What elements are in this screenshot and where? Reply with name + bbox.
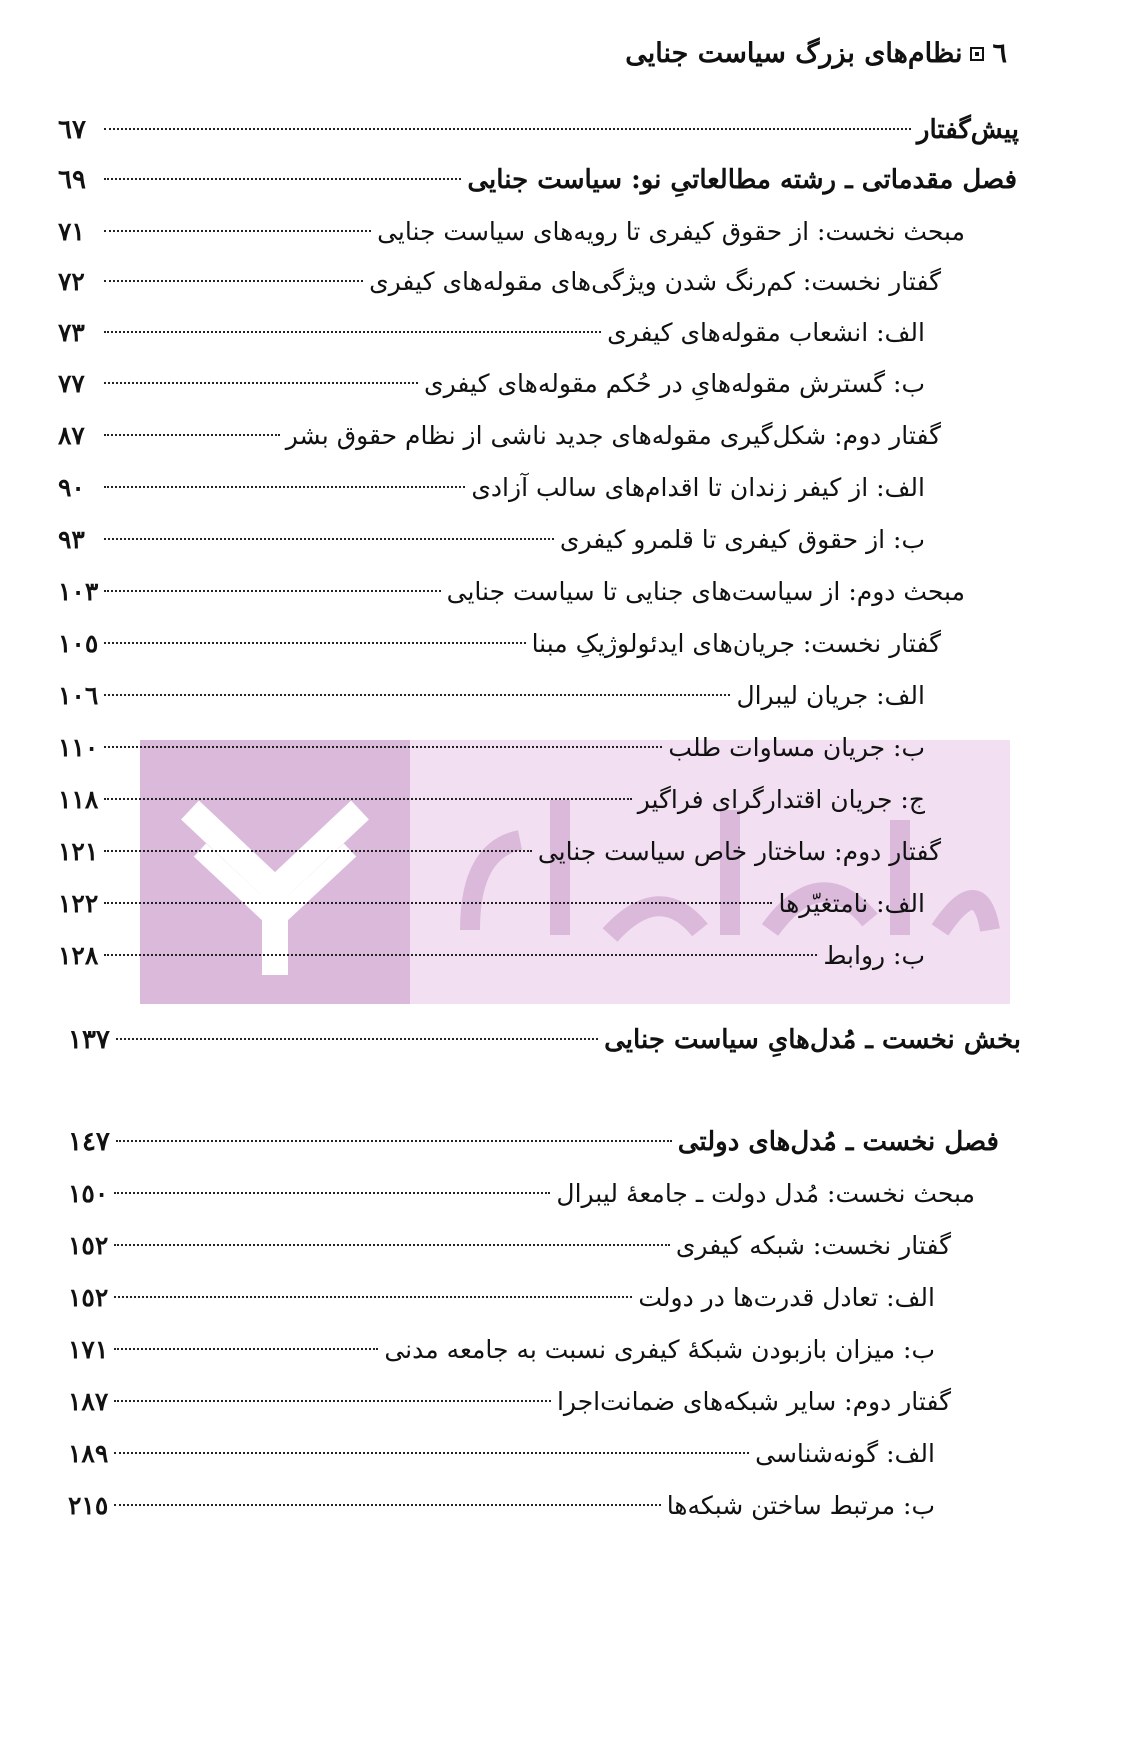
- toc-leader-dots: [114, 1192, 550, 1194]
- toc-entry-title: ب: جریان مساوات طلب: [668, 733, 925, 762]
- toc-entry-page: ٦٧: [58, 115, 86, 145]
- toc-entry-title: ب: از حقوق کیفری تا قلمرو کیفری: [559, 525, 925, 554]
- toc-entry-page: ٧١: [58, 217, 85, 246]
- page-header: [625, 38, 1007, 69]
- toc-leader-dots: [104, 434, 280, 436]
- toc-entry-title: فصل مقدماتی ـ رشته مطالعاتیِ نو: سیاست جنایی: [467, 165, 1017, 195]
- toc-entry-title: الف: گونه‌شناسی: [755, 1439, 935, 1468]
- toc-entry-page: ١٧١: [68, 1335, 109, 1364]
- book-title: نظام‌های بزرگ سیاست جنایی: [625, 38, 963, 69]
- toc-entry-title: ب: مرتبط ساختن شبکه‌ها: [666, 1491, 935, 1520]
- toc-leader-dots: [104, 850, 532, 852]
- toc-entry-page: ١٠٣: [58, 577, 99, 606]
- toc-leader-dots: [104, 538, 554, 540]
- toc-entry-title: گفتار نخست: جریان‌های ایدئولوژیکِ مبنا: [531, 629, 941, 658]
- toc-entry-title: الف: جریان لیبرال: [736, 681, 925, 710]
- toc-entry: [68, 1330, 935, 1370]
- toc-leader-dots: [104, 954, 817, 956]
- toc-leader-dots: [114, 1504, 660, 1506]
- toc-entry: [58, 262, 941, 302]
- toc-leader-dots: [114, 1244, 670, 1246]
- toc-entry-title: گفتار دوم: شکل‌گیری مقوله‌های جدید ناشی از نظام حقوق بشر: [285, 421, 941, 450]
- toc-entry: [68, 1122, 999, 1162]
- toc-entry-page: ٢١٥: [68, 1491, 109, 1520]
- toc-entry: [68, 1174, 975, 1214]
- toc-entry-page: ١٨٩: [68, 1439, 109, 1468]
- toc-entry: [58, 936, 925, 976]
- toc-entry-page: ١٥٠: [68, 1179, 109, 1208]
- toc-leader-dots: [104, 280, 363, 282]
- toc-entry: [58, 313, 925, 353]
- toc-entry-title: بخش نخست ـ مُدل‌هایِ سیاست جنایی: [604, 1025, 1021, 1055]
- toc-leader-dots: [104, 230, 371, 232]
- toc-entry-page: ١٥٢: [68, 1283, 109, 1312]
- toc-entry-title: ب: گسترش مقوله‌هایِ در حُکم مقوله‌های کیفری: [424, 369, 925, 398]
- toc-entry-page: ١٠٦: [58, 681, 99, 710]
- toc-entry-title: فصل نخست ـ مُدل‌های دولتی: [677, 1127, 999, 1157]
- toc-entry: [58, 160, 1017, 200]
- page-number: ٦: [992, 38, 1007, 69]
- toc-leader-dots: [104, 798, 631, 800]
- toc-entry-title: گفتار دوم: سایر شبکه‌های ضمانت‌اجرا: [556, 1387, 951, 1416]
- toc-entry-page: ٨٧: [58, 421, 85, 450]
- toc-entry: [68, 1486, 935, 1526]
- toc-entry: [58, 624, 941, 664]
- toc-entry: [58, 416, 941, 456]
- toc-leader-dots: [104, 331, 601, 333]
- toc-leader-dots: [104, 642, 525, 644]
- toc-entry: [58, 572, 965, 612]
- toc-entry-page: ١٤٧: [68, 1127, 110, 1157]
- toc-entry-title: الف: انشعاب مقوله‌های کیفری: [607, 318, 925, 347]
- toc-entry: [58, 780, 925, 820]
- toc-entry: [58, 212, 965, 252]
- toc-entry-title: الف: از کیفر زندان تا اقدام‌های سالب آزادی: [471, 473, 925, 502]
- toc-entry-page: ٧٢: [58, 267, 85, 296]
- toc-entry-title: گفتار نخست: کم‌رنگ شدن ویژگی‌های مقوله‌های کیفری: [369, 267, 941, 296]
- toc-entry: [68, 1020, 1021, 1060]
- square-bullet-icon: [970, 47, 984, 61]
- toc-entry-page: ١١٨: [58, 785, 99, 814]
- toc-entry-page: ١٨٧: [68, 1387, 109, 1416]
- toc-leader-dots: [104, 590, 440, 592]
- toc-entry-title: گفتار دوم: ساختار خاص سیاست جنایی: [537, 837, 941, 866]
- toc-entry-title: الف: تعادل قدرت‌ها در دولت: [638, 1283, 935, 1312]
- toc-entry-page: ١٠٥: [58, 629, 99, 658]
- toc-leader-dots: [104, 128, 911, 130]
- toc-leader-dots: [104, 902, 772, 904]
- toc-entry-title: ب: روابط: [823, 941, 925, 970]
- toc-leader-dots: [116, 1140, 672, 1142]
- toc-entry-title: مبحث نخست: مُدل دولت ـ جامعهٔ لیبرال: [556, 1179, 975, 1208]
- toc-entry: [68, 1382, 951, 1422]
- toc-leader-dots: [104, 382, 418, 384]
- toc-entry-title: ب: میزان بازبودن شبکهٔ کیفری نسبت به جامعه مدنی: [384, 1335, 935, 1364]
- toc-entry: [58, 364, 925, 404]
- toc-entry: [58, 884, 925, 924]
- toc-leader-dots: [114, 1296, 632, 1298]
- toc-entry-page: ١٢٨: [58, 941, 99, 970]
- toc-entry-title: گفتار نخست: شبکه کیفری: [675, 1231, 951, 1260]
- toc-entry: [68, 1226, 951, 1266]
- toc-entry-page: ٩٣: [58, 525, 85, 554]
- toc-leader-dots: [104, 486, 465, 488]
- toc-entry-page: ١٢٢: [58, 889, 99, 918]
- toc-leader-dots: [104, 178, 461, 180]
- toc-entry-page: ٧٣: [58, 318, 85, 347]
- toc-entry-page: ١١٠: [58, 733, 99, 762]
- toc-entry: [58, 468, 925, 508]
- toc-entry-title: ج: جریان اقتدارگرای فراگیر: [637, 785, 925, 814]
- toc-entry-page: ٧٧: [58, 369, 85, 398]
- toc-entry: [58, 676, 925, 716]
- toc-entry: [58, 728, 925, 768]
- toc-leader-dots: [104, 694, 730, 696]
- toc-entry-title: الف: نامتغیّرها: [778, 889, 925, 918]
- toc-entry-title: مبحث نخست: از حقوق کیفری تا رویه‌های سیاست جنایی: [377, 217, 965, 246]
- toc-leader-dots: [104, 746, 662, 748]
- toc-entry-page: ١٥٢: [68, 1231, 109, 1260]
- toc-entry-page: ١٣٧: [68, 1025, 110, 1055]
- toc-leader-dots: [114, 1348, 378, 1350]
- toc-entry-page: ٩٠: [58, 473, 85, 502]
- toc-entry: [58, 832, 941, 872]
- toc-leader-dots: [114, 1452, 749, 1454]
- toc-leader-dots: [116, 1038, 598, 1040]
- toc-entry-page: ١٢١: [58, 837, 99, 866]
- toc-entry: [68, 1434, 935, 1474]
- toc-entry: [58, 520, 925, 560]
- toc-entry-title: پیش‌گفتار: [916, 115, 1019, 145]
- toc-entry: [58, 110, 1019, 150]
- toc-entry: [68, 1278, 935, 1318]
- toc-leader-dots: [114, 1400, 551, 1402]
- toc-entry-title: مبحث دوم: از سیاست‌های جنایی تا سیاست جنایی: [446, 577, 965, 606]
- toc-entry-page: ٦٩: [58, 165, 86, 195]
